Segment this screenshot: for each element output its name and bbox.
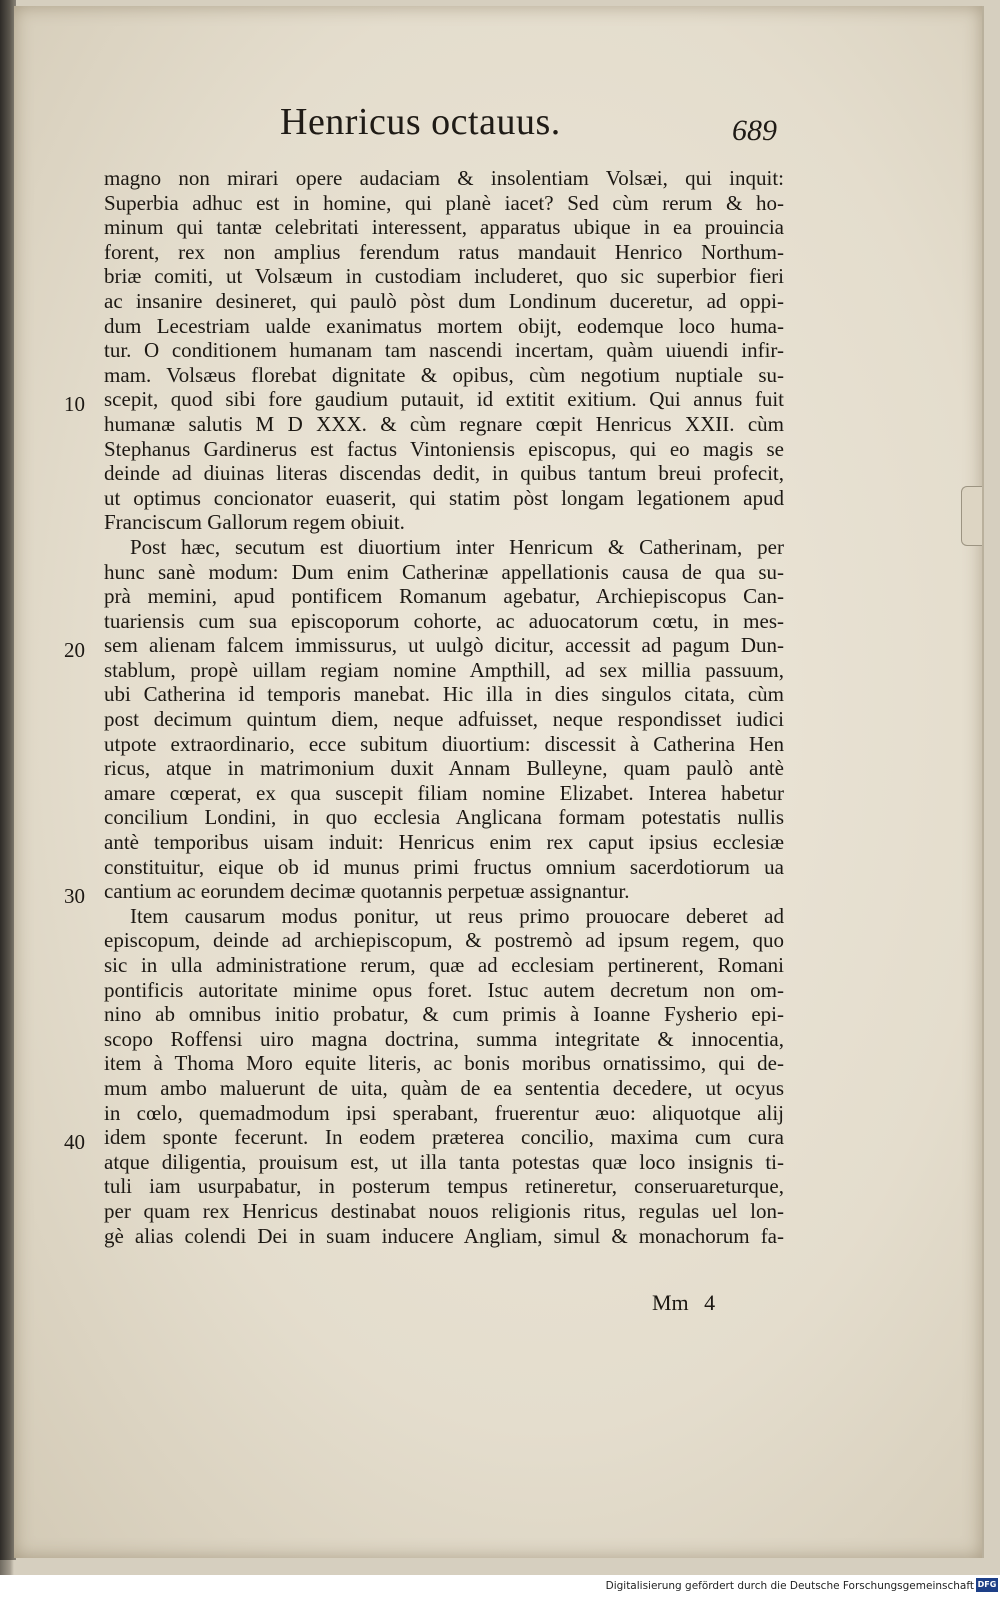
page-tab-marker xyxy=(961,486,982,546)
text-line: tuli iam usurpabatur, in posterum tempus retineretur, conseruareturque, xyxy=(104,1174,784,1199)
line-number-20: 20 xyxy=(64,638,85,662)
text-line: pontificis autoritate minime opus foret. Istuc autem decretum non om- xyxy=(104,977,784,1002)
text-line: cantium ac eorundem decimæ quotannis perpetuæ assignantur. xyxy=(104,879,630,904)
text-line: constituitur, eique ob id munus primi fructus omnium sacerdotiorum ua xyxy=(104,854,784,879)
running-title: Henricus octauus. xyxy=(280,101,561,143)
text-line: item à Thoma Moro equite literis, ac bonis moribus ornatissimo, qui de- xyxy=(104,1051,784,1076)
text-line: ut optimus concionator euaserit, qui statim pòst longam legationem apud xyxy=(104,485,784,510)
text-line: scepit, quod sibi fore gaudium putauit, id extitit exitium. Qui annus fuit xyxy=(104,387,784,412)
text-line: prà memini, apud pontificem Romanum agebatur, Archiepiscopus Can- xyxy=(104,584,784,609)
text-line: stablum, propè uillam regiam nomine Ampthill, ad sex millia passuum, xyxy=(104,657,784,682)
text-line: tuariensis cum sua episcoporum cohorte, ac aduocatorum cœtu, in mes- xyxy=(104,608,784,633)
text-line: gè alias colendi Dei in suam inducere Angliam, simul & monachorum fa- xyxy=(104,1223,784,1248)
folio-number: 689 xyxy=(732,114,777,147)
text-line: mum ambo maluerunt de uita, quàm de ea sententia decedere, ut ocyus xyxy=(104,1075,784,1100)
text-line: antè temporibus uisam induit: Henricus enim rex caput ipsius ecclesiæ xyxy=(104,830,784,855)
text-line: Post hæc, secutum est diuortium inter Henricum & Catherinam, per xyxy=(130,534,784,559)
text-line: hunc sanè modum: Dum enim Catherinæ appellationis causa de qua su- xyxy=(104,559,784,584)
text-line: Superbia adhuc est in homine, qui planè iacet? Sed cùm rerum & ho- xyxy=(104,190,784,215)
text-line: post decimum quintum diem, neque adfuisset, neque respondisset iudici xyxy=(104,707,784,732)
line-number-30: 30 xyxy=(64,884,85,908)
text-line: sic in ulla administratione rerum, quæ ad ecclesiam pertinerent, Romani xyxy=(104,953,784,977)
footer-bar xyxy=(0,1575,1000,1603)
text-line: idem sponte fecerunt. In eodem præterea concilio, maxima cum cura xyxy=(104,1125,784,1150)
text-line: scopo Roffensi uiro magna doctrina, summa integritate & innocentia, xyxy=(104,1026,784,1051)
text-line: ubi Catherina id temporis manebat. Hic illa in dies singulos citata, cùm xyxy=(104,682,784,707)
text-line: in cœlo, quemadmodum ipsi sperabant, fruerentur æuo: aliquotque alij xyxy=(104,1100,784,1125)
text-line: concilium Londini, in quo ecclesia Anglicana formam potestatis nullis xyxy=(104,805,784,830)
text-line: amare cœperat, ex qua suscepit filiam nomine Elizabet. Interea habetur xyxy=(104,780,784,805)
text-line: Franciscum Gallorum regem obiuit. xyxy=(104,510,405,535)
text-line: dum Lecestriam ualde exanimatus mortem obijt, eodemque loco huma- xyxy=(104,313,784,338)
text-line: magno non mirari opere audaciam & insolentiam Volsæi, qui inquit: xyxy=(104,166,784,190)
text-line: ac insanire desineret, qui paulò pòst dum Londinum duceretur, ad oppi- xyxy=(104,288,784,313)
text-line: humanæ salutis M D XXX. & cùm regnare cœpit Henricus XXII. cùm xyxy=(104,411,784,436)
text-line: mam. Volsæus florebat dignitate & opibus, cùm negotium nuptiale su- xyxy=(104,362,784,387)
text-line: ricus, atque in matrimonium duxit Annam Bulleyne, quam paulò antè xyxy=(104,756,784,781)
text-line: Stephanus Gardinerus est factus Vintoniensis episcopus, qui eo magis se xyxy=(104,436,784,461)
text-line: minum qui tantæ celebritati interessent, apparatus ubique in ea prouincia xyxy=(104,215,784,240)
text-line: briæ comiti, ut Volsæum in custodiam includeret, quo sic superbior fieri xyxy=(104,264,784,289)
signature-mark: Mm 4 xyxy=(652,1290,716,1315)
text-line: episcopum, deinde ad archiepiscopum, & postremò ad ipsum regem, quo xyxy=(104,928,784,953)
body-text xyxy=(104,166,784,1248)
text-line: atque diligentia, prouisum est, ut illa tanta potestas quæ loco insignis ti- xyxy=(104,1149,784,1174)
text-line: Item causarum modus ponitur, ut reus primo prouocare deberet ad xyxy=(130,903,784,928)
text-line: nino ab omnibus initio probatur, & cum primis à Ioanne Fysherio epi- xyxy=(104,1002,784,1027)
line-number-10: 10 xyxy=(64,392,85,416)
text-line: forent, rex non amplius ferendum ratus mandauit Henrico Northum- xyxy=(104,239,784,264)
text-line: deinde ad diuinas literas discendas dedit, in quibus tantum breui profecit, xyxy=(104,461,784,486)
funding-credit: Digitalisierung gefördert durch die Deutsche Forschungsgemeinschaft xyxy=(605,1580,974,1592)
text-line: per quam rex Henricus destinabat nouos religionis ritus, regulas uel lon- xyxy=(104,1198,784,1223)
text-line: utpote extraordinario, ecce subitum diuortium: discessit à Catherina Hen xyxy=(104,731,784,756)
text-line: sem alienam falcem immissurus, ut uulgò dicitur, accessit ad pagum Dun- xyxy=(104,633,784,658)
text-line: tur. O conditionem humanam tam nascendi incertam, quàm uiuendi infir- xyxy=(104,338,784,363)
line-number-40: 40 xyxy=(64,1130,85,1154)
dfg-logo: DFG xyxy=(976,1578,998,1592)
